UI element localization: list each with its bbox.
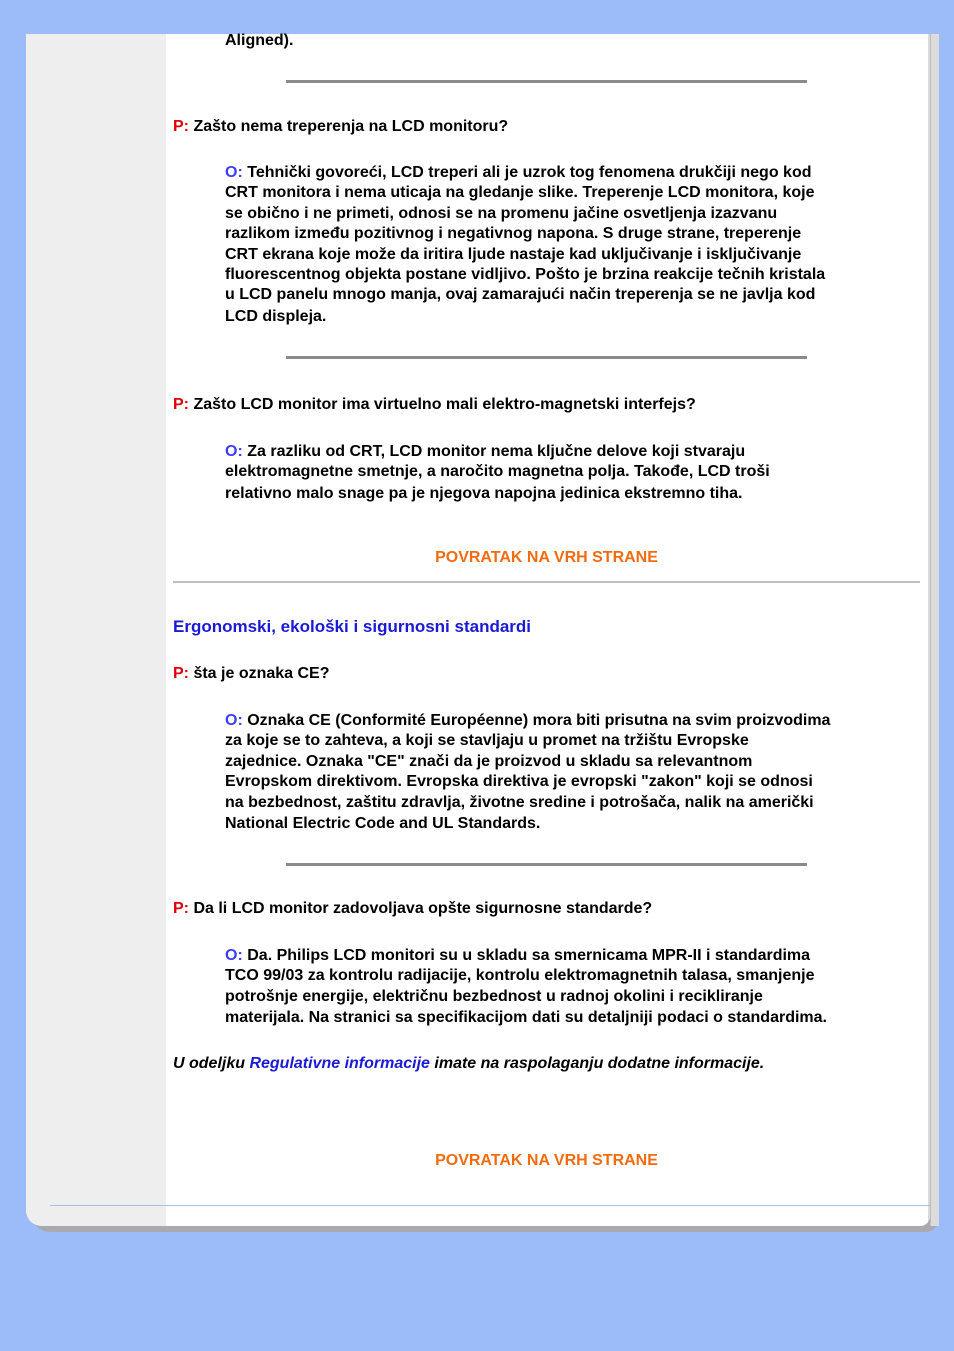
page-edge [930, 34, 939, 1226]
section-divider [173, 581, 920, 583]
answer-label: O: [225, 443, 243, 460]
faq1-question-text: Zašto nema treperenja na LCD monitoru? [193, 118, 509, 135]
faq-divider-3 [286, 863, 807, 866]
faq2-question [173, 395, 696, 416]
faq2-question-text: Zašto LCD monitor ima virtuelno mali elektro-magnetski interfejs? [193, 396, 696, 413]
answer-line: O: Tehnički govoreći, LCD treperi ali je uzrok tog fenomena drukčiji nego kod [225, 164, 812, 181]
answer-line: O: Da. Philips LCD monitori su u skladu sa smernicama MPR-II i standardima [225, 947, 811, 964]
answer-line: Evropskom direktivom. Evropska direktiva je evropski "zakon" koji se odnosi [225, 773, 813, 791]
faq2-answer [225, 442, 885, 504]
answer-label: O: [225, 712, 243, 729]
back-to-top-link[interactable]: POVRATAK NA VRH STRANE [435, 549, 658, 566]
answer-line: TCO 99/03 za kontrolu radijacije, kontrolu elektromagnetnih talasa, smanjenje [225, 967, 815, 985]
answer-line: fluorescentnog objekta postane vidljivo. Pošto je brzina reakcije tečnih kristala [225, 266, 826, 284]
answer-line: za koje se to zahteva, a koji se stavljaju u promet na tržištu Evropske [225, 732, 749, 750]
regulatory-note [173, 1054, 764, 1074]
faq1-answer [225, 163, 885, 327]
faq4-answer [225, 946, 885, 1029]
answer-line: u LCD panelu mnogo manja, ovaj zamarajući način treperenja se ne javlja kod [225, 286, 816, 304]
answer-line: National Electric Code and UL Standards. [225, 815, 541, 833]
faq3-question-text: šta je oznaka CE? [193, 665, 330, 682]
answer-line: CRT ekrana koje može da iritira ljude nastaje kad uključivanje i isključivanje [225, 245, 802, 263]
answer-line: relativno malo snage pa je njegova napojna jedinica ekstremno tiha. [225, 484, 743, 502]
note-text-before: U odeljku [173, 1055, 250, 1072]
faq4-question-text: Da li LCD monitor zadovoljava opšte sigurnosne standarde? [193, 900, 653, 917]
faq1-question [173, 117, 508, 138]
right-border-strip [928, 34, 930, 1226]
faq-divider-2 [286, 356, 807, 359]
answer-line: LCD displeja. [225, 307, 327, 325]
faq4-question [173, 899, 652, 920]
question-label: P: [173, 900, 189, 917]
answer-line: elektromagnetne smetnje, a naročito magnetna polja. Takođe, LCD troši [225, 463, 770, 481]
note-text-after: imate na raspolaganju dodatne informacije. [429, 1055, 765, 1072]
answer-line: potrošnje energije, električnu bezbednost u radnoj okolini i recikliranje [225, 987, 763, 1005]
left-sidebar-column [26, 34, 166, 1226]
back-to-top-link-bottom[interactable]: POVRATAK NA VRH STRANE [435, 1152, 658, 1169]
previous-answer-fragment: Aligned). [225, 32, 294, 49]
answer-line: se obično i ne primeti, odnosi se na promenu jačine osvetljenja izazvanu [225, 204, 778, 222]
question-label: P: [173, 396, 189, 413]
regulatory-info-link[interactable]: Regulativne informacije [249, 1055, 430, 1072]
answer-line: razlikom između pozitivnog i negativnog napona. S druge strane, treperenje [225, 225, 802, 243]
answer-label: O: [225, 947, 243, 964]
answer-line: CRT monitora i nema uticaja na gledanje slike. Treperenje LCD monitora, koje [225, 184, 815, 202]
answer-line: materijala. Na stranici sa specifikacijom dati su detaljniji podaci o standardima. [225, 1009, 827, 1027]
answer-line: na bezbednost, zaštitu zdravlja, životne sredine i potrošača, nalik na američki [225, 793, 814, 811]
question-label: P: [173, 665, 189, 682]
footer-divider [50, 1205, 930, 1206]
answer-line: O: Za razliku od CRT, LCD monitor nema ključne delove koji stvaraju [225, 443, 746, 460]
faq-divider-1 [286, 80, 807, 83]
answer-line: zajednice. Oznaka "CE" znači da je proizvod u skladu sa relevantnom [225, 752, 753, 770]
faq3-question [173, 664, 330, 685]
faq3-answer [225, 711, 885, 834]
answer-line: O: Oznaka CE (Conformité Européenne) mora biti prisutna na svim proizvodima [225, 712, 831, 729]
question-label: P: [173, 118, 189, 135]
answer-label: O: [225, 164, 243, 181]
section-title: Ergonomski, ekološki i sigurnosni standardi [173, 617, 532, 636]
